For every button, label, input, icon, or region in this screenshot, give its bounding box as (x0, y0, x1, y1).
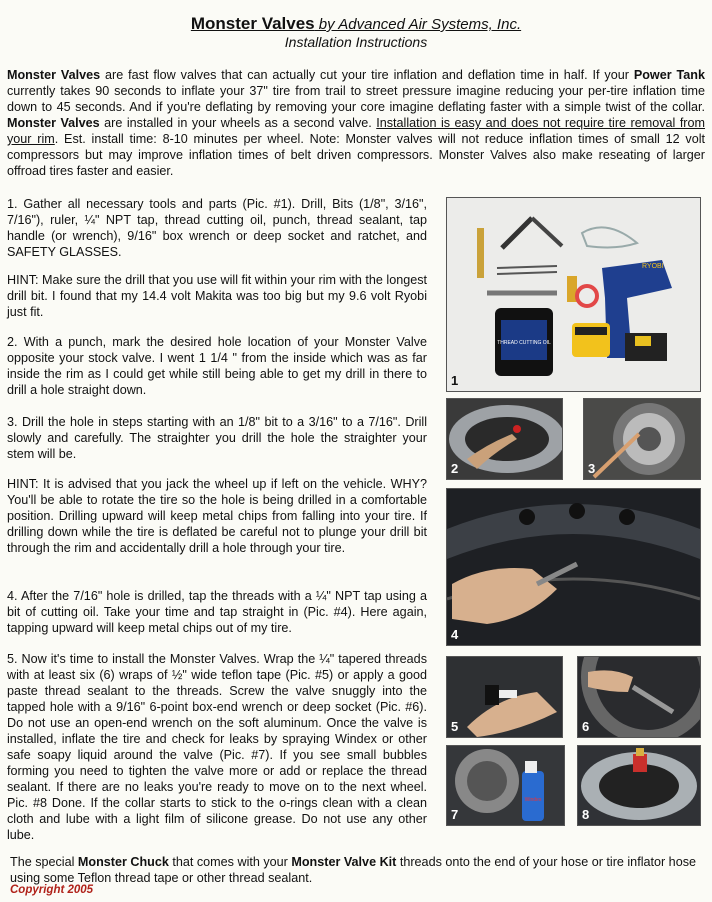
step-1: 1. Gather all necessary tools and parts (Pic. #1). Drill, Bits (1/8", 3/16", 7/16"), ruler, ¼" NPT tap, thread cutting oil, punch, thread sealant, tap handle (or wrench), 9/16" box wrench or deep socket and ratchet, and SAFETY GLASSES. (7, 197, 427, 259)
document-title (0, 14, 712, 34)
photo-number-4: 4 (451, 627, 459, 642)
step-3: 3. Drill the hole in steps starting with an 1/8" bit to a 3/16" to a 7/16". Drill slowly and carefully. The straighter you drill the hole the straighter your stem will be. (7, 415, 427, 461)
photo-number-2: 2 (451, 461, 459, 476)
photo-tools (446, 197, 701, 392)
photo-punch-mark (446, 398, 563, 480)
photo-tapping (446, 488, 701, 646)
photo-number-3: 3 (588, 461, 596, 476)
monster-chuck-note: The special Monster Chuck that comes with your Monster Valve Kit threads onto the end of your hose or tire inflator hose using some Teflon thread tape or other thread sealant. (10, 855, 696, 885)
photo-wrench (577, 656, 701, 738)
photo-number-5: 5 (451, 719, 459, 734)
document-subtitle: Installation Instructions (284, 34, 428, 50)
photo-number-1: 1 (451, 373, 459, 388)
photo-windex-check (446, 745, 565, 826)
hint-1: HINT: Make sure the drill that you use will fit within your rim with the longest drill bit. I found that my 14.4 volt Makita was too big but my 9.6 volt Ryobi just fit. (7, 273, 427, 319)
step-2: 2. With a punch, mark the desired hole location of your Monster Valve opposite your stock valve. I went 1 1/4 " from the inside which was as far inside the rim as I could get while still being able to get my drill in there to drill a hole straight down. (7, 335, 427, 397)
windex-label-text: Windex (524, 797, 542, 803)
copyright-notice: Copyright 2005 (10, 884, 94, 896)
step-4: 4. After the 7/16" hole is drilled, tap the threads with a ¼" NPT tap using a bit of cutting oil. Take your time and tap straight in (Pic. #4). Here again, tapping upward will keep metal chips out of my tire. (7, 589, 427, 635)
intro-paragraph: Monster Valves are fast flow valves that can actually cut your tire inflation and deflation time in half. If your Power Tank currently takes 90 seconds to inflate your 37" tire from trail to street pressure imagine reducing your per-tire inflation time down to 45 seconds. And if you're deflating by removing your core imagine deflating faster with a simple twist of the collar. Monster Valves are installed in your wheels as a second valve. Installation is easy and does not require tire removal from your rim. Est. install time: 8-10 minutes per wheel. Note: Monster valves will not reduce inflation times of small 12 volt compressors but may improve inflation times of belt driven compressors. Monster Valves also make reseating of larger offroad tires faster and easier. (7, 68, 706, 178)
oil-label-text: THREAD CUTTING OIL (497, 340, 551, 346)
photo-number-8: 8 (582, 807, 590, 822)
photo-number-7: 7 (451, 807, 459, 822)
photo-done (577, 745, 701, 826)
drill-brand-text: RYOBI (642, 263, 664, 270)
step-5: 5. Now it's time to install the Monster Valves. Wrap the ¼" tapered threads with at least six (6) wraps of ½" wide teflon tape (Pic. #5) or apply a good paste thread sealant to the threads. Screw the valve snuggly into the tapped hole with a 9/16" 6-point box-end wrench or deep socket (Pic. #6). Do not use an open-end wrench on the soft aluminum. Once the valve is installed, inflate the tire and check for leaks by spraying Windex or other safe soapy liquid around the valve (Pic. #7). If you see small bubbles forming you need to tighten the valve more or add or replace the thread sealant. If there are no leaks you're ready to move on to the next wheel. Pic. #8 Done. If the collar starts to stick to the o-rings clean with a clean cloth and lube with a light film of silicone grease. Do not use any other lube. (7, 652, 427, 842)
photo-number-6: 6 (582, 719, 590, 734)
title-brand: Monster Valves (190, 14, 315, 33)
title-company: by Advanced Air Systems, Inc. (314, 16, 522, 33)
photo-drilling (583, 398, 701, 480)
photo-teflon-wrap (446, 656, 563, 738)
hint-2: HINT: It is advised that you jack the wheel up if left on the vehicle. WHY? You'll be able to rotate the tire so the hole is being drilled in a comfortable position. Drilling upward will keep metal chips from falling into your tire. If drilling down while the tire is deflated be careful not to plunge your drill bit through the rim and accidentally drill a hole through your tire. (7, 477, 427, 555)
